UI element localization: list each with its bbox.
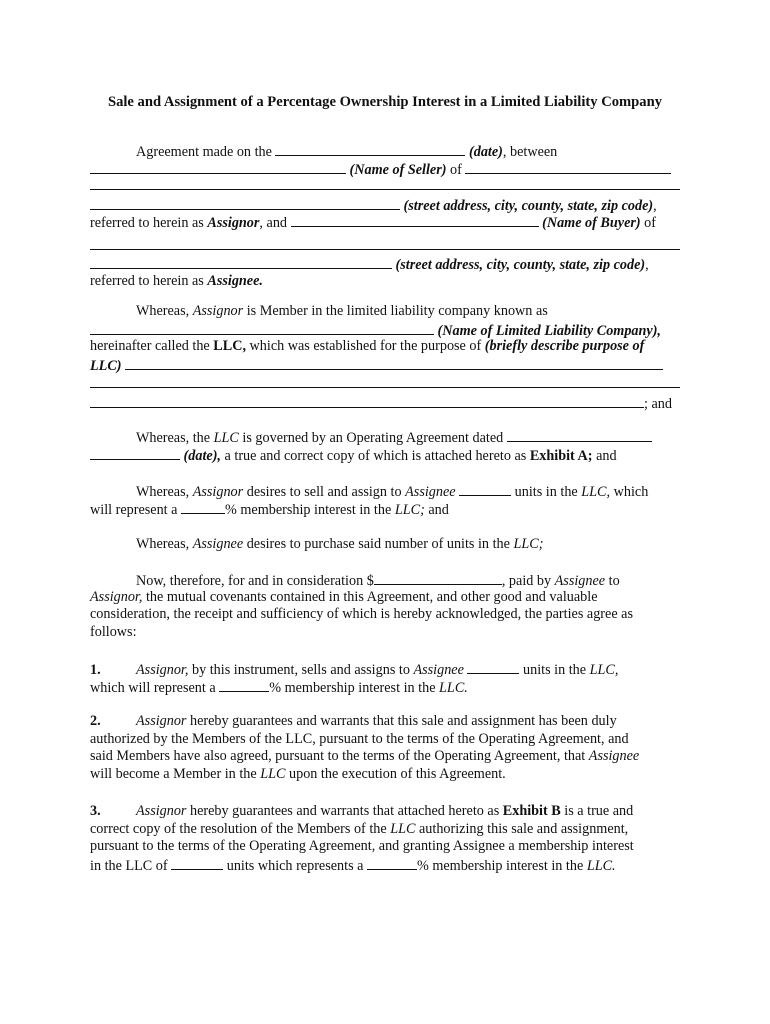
llc-purpose-blank-2[interactable] <box>90 375 680 388</box>
clause-3-percent-blank[interactable] <box>367 856 417 870</box>
whereas-3-paragraph: Whereas, Assignor desires to sell and assign to Assignee units in the LLC, which will represent a % membership interest in the LLC; and <box>90 484 649 518</box>
clause-2: 2. Assignor hereby guarantees and warrants that this sale and assignment has been duly authorized by the Members of the LLC, pursuant to the terms of the Operating Agreement, and said Members have also agreed, pursuant to the terms of the Operating Agreement, that Assignee will become a Member in the LLC upon the execution of this Agreement. <box>90 713 640 782</box>
clause-1-units-blank[interactable] <box>467 660 519 674</box>
llc-name-blank[interactable] <box>90 321 434 335</box>
whereas-2-paragraph: Whereas, the LLC is governed by an Operating Agreement dated (date), a true and correct copy of which is attached hereto as Exhibit A; and <box>90 428 680 463</box>
seller-address-blank-3[interactable] <box>90 196 400 210</box>
operating-agreement-date-blank-2[interactable] <box>90 446 180 460</box>
membership-percent-blank[interactable] <box>181 500 225 514</box>
buyer-address-blank-2[interactable] <box>90 255 392 269</box>
clause-3-units-blank[interactable] <box>171 856 223 870</box>
agreement-date-blank[interactable] <box>275 142 465 156</box>
preamble-paragraph: Agreement made on the (date), between (Name of Seller) of (street address, city, county, state, zip code), referred to herein as Assignor, and (Name of Buyer) of (street address, city, county, state, zip code), referred to herein as Assignee. <box>90 142 680 290</box>
consideration-amount-blank[interactable] <box>374 571 502 585</box>
seller-address-blank-2[interactable] <box>90 177 680 190</box>
seller-address-blank-1[interactable] <box>465 160 671 174</box>
document-title: Sale and Assignment of a Percentage Ownership Interest in a Limited Liability Company <box>107 94 663 110</box>
seller-name-blank[interactable] <box>90 160 346 174</box>
clause-3: 3. Assignor hereby guarantees and warrants that attached hereto as Exhibit B is a true and correct copy of the resolution of the Members of the LLC authorizing this sale and assignment, pursuant to the terms of the Operating Agreement, and granting Assignee a membership interest in the LLC of units which represents a % membership interest in the LLC. <box>90 803 634 874</box>
consideration-paragraph: Now, therefore, for and in consideration $ , paid by Assignee to Assignor, the mutual covenants contained in this Agreement, and other good and valuable consideration, the receipt and sufficiency of which is hereby acknowledged, the parties agree as follows: <box>90 573 633 640</box>
whereas-1-paragraph: Whereas, Assignor is Member in the limited liability company known as (Name of Limited Liability Company), hereinafter called the LLC, which was established for the purpose of (briefly describe purpose of LLC) ; and <box>90 303 680 411</box>
buyer-name-blank[interactable] <box>291 213 539 227</box>
llc-purpose-blank-3[interactable] <box>90 394 644 408</box>
llc-purpose-blank-1[interactable] <box>125 356 663 370</box>
whereas-4-paragraph: Whereas, Assignee desires to purchase said number of units in the LLC; <box>136 536 544 552</box>
clause-1-percent-blank[interactable] <box>219 678 269 692</box>
operating-agreement-date-blank-1[interactable] <box>507 428 652 442</box>
clause-1: 1. Assignor, by this instrument, sells and assigns to Assignee units in the LLC, which will represent a % membership interest in the LLC. <box>90 662 619 696</box>
buyer-address-blank-1[interactable] <box>90 237 680 250</box>
units-to-sell-blank[interactable] <box>459 482 511 496</box>
